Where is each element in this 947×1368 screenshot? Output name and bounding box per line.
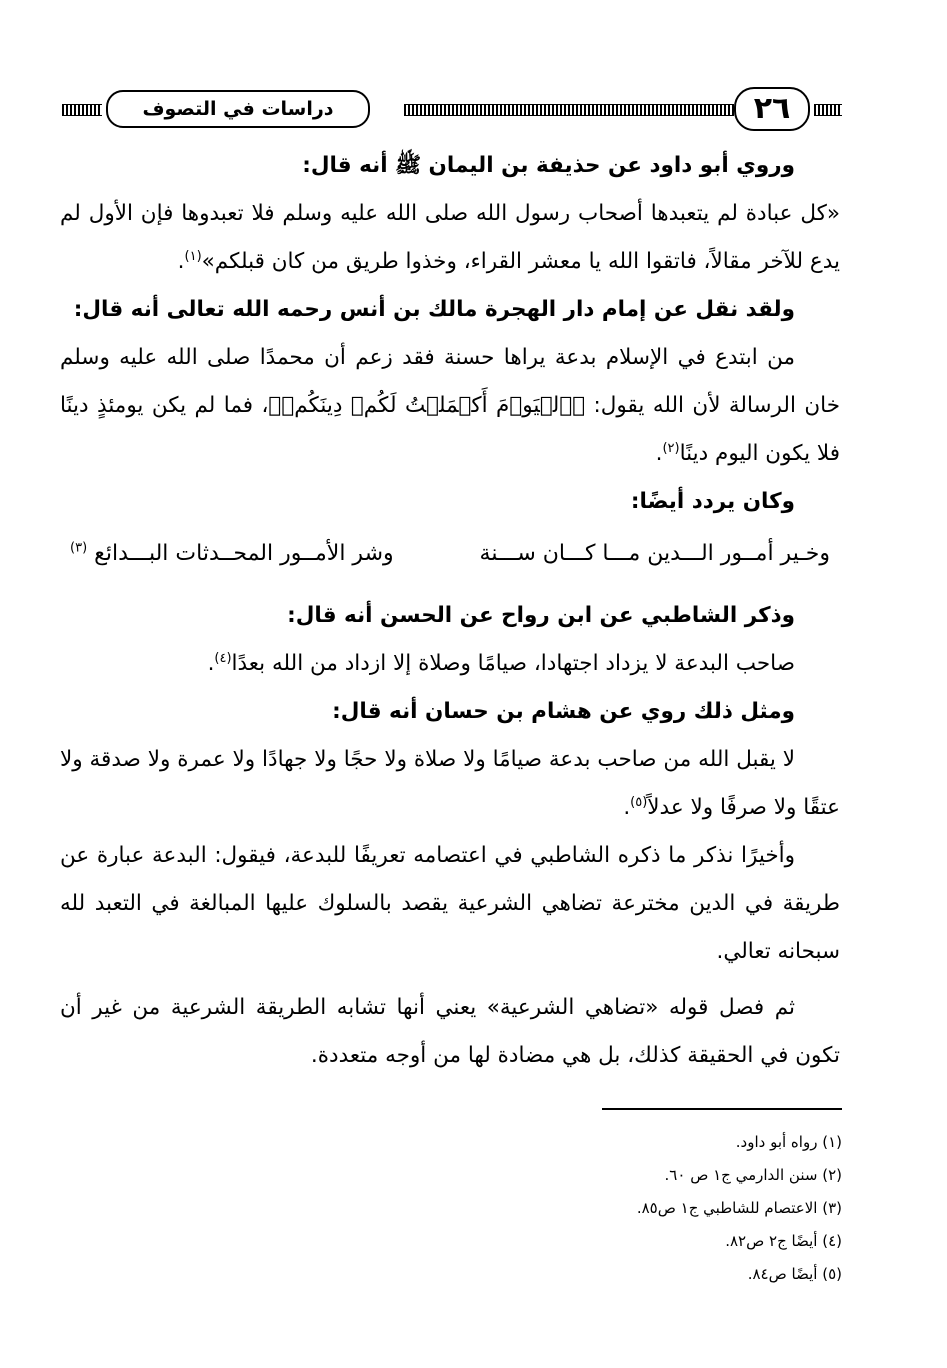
poem-second-text: وشر الأمــور المحــدثات البـــدائع	[94, 541, 394, 566]
header-ornament-rule	[62, 104, 102, 116]
running-title: دراسات في التصوف	[106, 90, 370, 128]
footnote-ref: (٥)	[630, 794, 648, 810]
quote-paragraph	[60, 640, 840, 688]
quote-text: من ابتدع في الإسلام بدعة يراها حسنة فقد زعم أن محمدًا صلى الله عليه وسلم خان الرسالة لأن الله يقول: ﴿ٱلۡيَوۡمَ أَكۡمَلۡتُ لَكُمۡ دِينَكُمۡ﴾، فما لم يكن يومئذٍ دينًا فلا يكون اليوم دينًا	[60, 345, 840, 466]
paragraph-intro: وكان يردد أيضًا:	[630, 489, 795, 514]
paragraph-intro: وروي أبو داود عن حذيفة بن اليمان ﷺ أنه قال:	[302, 153, 795, 178]
paragraph-intro: وذكر الشاطبي عن ابن رواح عن الحسن أنه قال:	[287, 603, 795, 628]
footnote: (١) رواه أبو داود.	[735, 1133, 842, 1151]
footnote-ref: (٢)	[662, 440, 680, 456]
quote-paragraph	[60, 736, 840, 832]
footnote: (٥) أيضًا ص٨٤.	[747, 1265, 842, 1283]
header-ornament-rule	[814, 104, 842, 116]
footnote-ref: (٣)	[70, 540, 88, 556]
period: .	[177, 249, 185, 274]
quote-text: صاحب البدعة لا يزداد اجتهادا، صيامًا وصلاة إلا ازداد من الله بعدًا	[231, 651, 795, 676]
header-ornament-rule	[404, 104, 734, 116]
footnote-ref: (١)	[184, 248, 202, 264]
footnote: (٤) أيضًا ج٢ ص٨٢.	[725, 1232, 842, 1250]
footnote: (٣) الاعتصام للشاطبي ج١ ص٨٥.	[636, 1199, 842, 1217]
period: .	[623, 795, 631, 820]
paragraph-intro: ومثل ذلك روي عن هشام بن حسان أنه قال:	[332, 699, 795, 724]
poem-second-hemistich	[70, 530, 394, 578]
page-number: ٢٦	[734, 87, 810, 131]
quote-paragraph	[60, 190, 840, 286]
quote-text: «كل عبادة لم يتعبدها أصحاب رسول الله صلى الله عليه وسلم فلا تعبدوها فإن الأول لم يدع للآخر مقالاً، فاتقوا الله يا معشر القراء، وخذوا طريق من كان قبلكم»	[60, 201, 840, 274]
paragraph-intro: ولقد نقل عن إمام دار الهجرة مالك بن أنس رحمه الله تعالى أنه قال:	[73, 297, 795, 322]
quote-paragraph	[60, 334, 840, 478]
poem-verse	[60, 530, 840, 584]
quote-text: لا يقبل الله من صاحب بدعة صيامًا ولا صلاة ولا حجًا ولا جهادًا ولا عمرة ولا صدقة ولا عتقًا ولا صرفًا ولا عدلاً	[60, 747, 840, 820]
footnote: (٢) سنن الدارمي ج١ ص ٦٠.	[664, 1166, 842, 1184]
period: .	[207, 651, 215, 676]
body-paragraph: وأخيرًا نذكر ما ذكره الشاطبي في اعتصامه تعريفًا للبدعة، فيقول: البدعة عبارة عن طريقة في الدين مخترعة تضاهي الشرعية يقصد بالسلوك عليها المبالغة في التعبد لله سبحانه تعالي.	[60, 843, 840, 964]
footnote-separator	[602, 1108, 842, 1110]
footnotes	[442, 1126, 842, 1291]
body-paragraph: ثم فصل قوله «تضاهي الشرعية» يعني أنها تشابه الطريقة الشرعية من غير أن تكون في الحقيقة كذلك، بل هي مضادة لها من أوجه متعددة.	[60, 995, 840, 1068]
poem-first-hemistich: وخـير أمــور الـــدين مـــا كـــان ســـنة	[479, 541, 830, 566]
period: .	[655, 441, 663, 466]
footnote-ref: (٤)	[214, 650, 232, 666]
page-header	[62, 82, 842, 132]
page-body	[60, 142, 840, 1080]
